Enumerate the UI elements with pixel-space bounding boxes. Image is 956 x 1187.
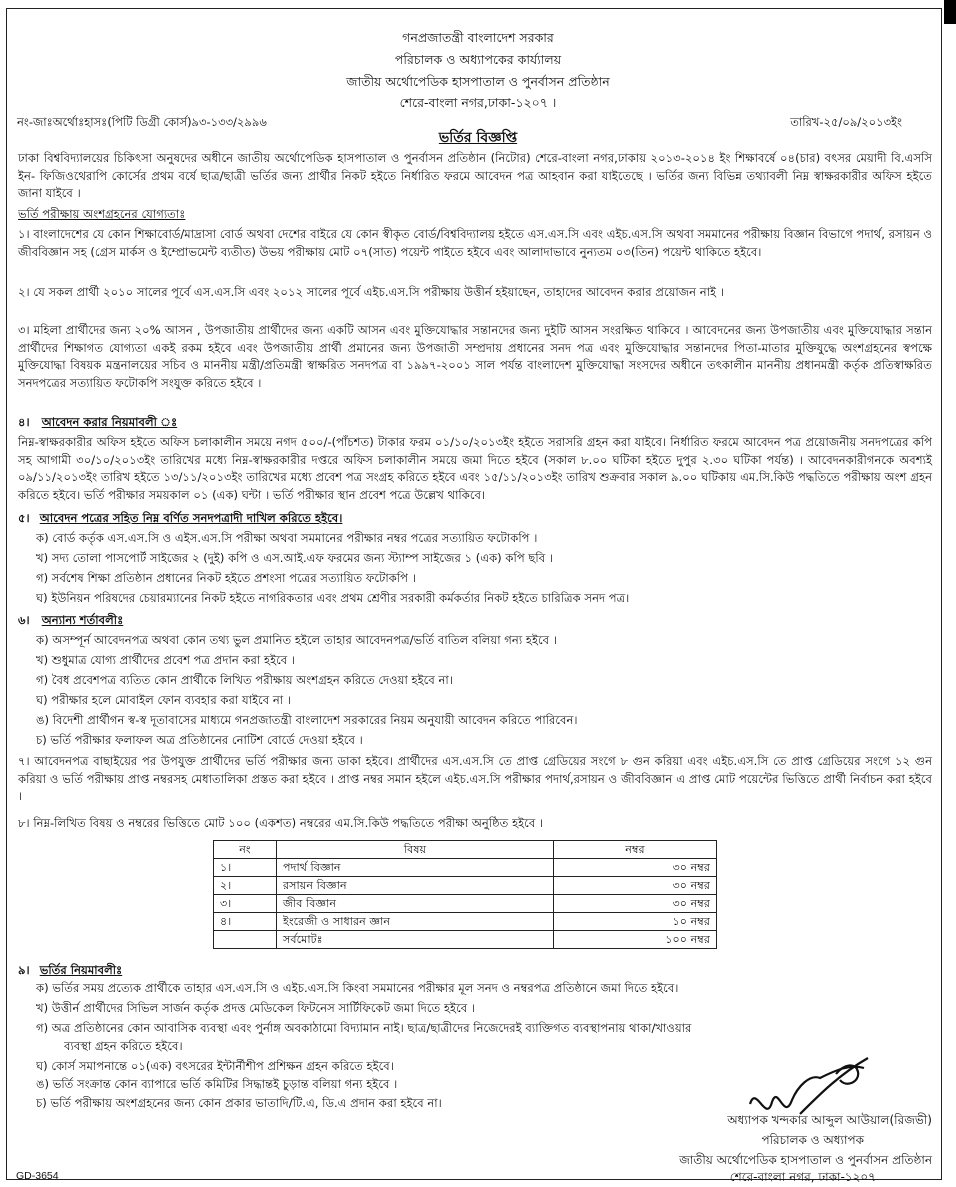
total-empty-cell xyxy=(214,931,277,949)
row-marks: ৩০ নম্বর xyxy=(554,895,717,913)
table-row xyxy=(214,877,717,895)
row-subject: পদার্থ বিজ্ঞান xyxy=(277,859,554,877)
signatory-address: শেরে-বাংলা নগর, ঢাকা-১২০৭ xyxy=(729,1170,876,1184)
section-9-number: ৯। xyxy=(18,963,30,977)
header-cell-number: নং xyxy=(214,841,277,859)
memo-number: নং-জাঃঅর্থোঃহাসঃ(পিটি ডিগ্রী কোর্স)৯৩-১৩৩/২৯৯৬ xyxy=(17,115,267,129)
section-6-number: ৬। xyxy=(18,613,30,627)
section-9-title: ভর্তির নিয়মাবলীঃ xyxy=(39,963,123,977)
row-number: ৩। xyxy=(214,895,277,913)
section-6-item: চ) ভর্তি পরীক্ষার ফলাফল অত্র প্রতিষ্ঠানের নোটিশ বোর্ডে দেওয়া হইবে । xyxy=(36,733,363,747)
section-9-item-continuation: ব্যবস্থা গ্রহন করিতে হইবে। xyxy=(64,1039,183,1053)
section-6-item: ক) অসম্পূর্ন আবেদনপত্র অথবা কোন তথ্য ভুল প্রমানিত হইলে তাহার আবেদনপত্র/ভর্তি বাতিল বলিয়া গন্য হইবে । xyxy=(36,633,557,647)
section-5-heading xyxy=(18,510,932,528)
section-4-title: আবেদন করার নিয়মাবলী ঃ xyxy=(41,415,178,429)
section-9-heading xyxy=(18,962,932,980)
row-marks: ৩০ নম্বর xyxy=(554,877,717,895)
table-row xyxy=(214,895,717,913)
signatory-designation: পরিচালক ও অধ্যাপক xyxy=(761,1133,864,1147)
section-9-item: ঘ) কোর্স সমাপনান্তে ০১(এক) বৎসরের ইন্টার্নীশীপ প্রশিক্ষন গ্রহন করিতে হইবে। xyxy=(36,1059,394,1073)
eligibility-heading xyxy=(18,206,932,224)
table-row xyxy=(214,859,717,877)
section-4-body: নিম্ন-স্বাক্ষরকারীর অফিস হইতে অফিস চলাকালীন সময়ে নগদ ৫০০/-(পাঁচশত) টাকার ফরম ০১/১০/২০১৩ইং হইতে সরাসরি গ্রহন করা যাইবে। নির্ধারিত ফরমে আবেদন পত্র প্রয়োজনীয় সনদপত্রের কপি সহ আগামী ৩০/১০/২০১৩ইং তারিখের মধ্যে নিম্ন-স্বাক্ষরকারীর দপ্তরে অফিস চলাকালীন সময়ে জমা দিতে হইবে (সকাল ৮.০০ ঘটিকা হইতে দুপুর ২.৩০ ঘটিকা পর্যন্ত) । আবেদনকারীগনকে অবশ্যই ০৯/১১/২০১৩ইং তারিখ হইতে ১৩/১১/২০১৩ইং তারিখের মধ্যে প্রবেশ পত্র সংগ্রহ করিতে হইবে এবং ১৫/১১/২০১৩ইং তারিখ শুক্রবার সকাল ৯.০০ ঘটিকায় এম.সি.কিউ পদ্ধতিতে পরীক্ষায় অংশ গ্রহন করিতে হইবে। ভর্তি পরীক্ষার সময়কাল ০১ (এক) ঘন্টা । ভর্তি পরীক্ষার স্থান প্রবেশ পত্রে উল্লেখ থাকিবে। xyxy=(18,435,932,502)
section-5-item: খ) সদ্য তোলা পাসপোর্ট সাইজের ২ (দুই) কপি ও এস.আই.এফ ফরমের জন্য স্ট্যাম্প সাইজের ১ (এক) কপি ছবি । xyxy=(36,551,553,565)
eligibility-2: ২। যে সকল প্রার্থী ২০১০ সালের পূর্বে এস.এস.সি এবং ২০১২ সালের পূর্বে এইচ.এস.সি পরীক্ষায় উত্তীর্ন হইয়াছেন, তাহাদের আবেদন করার প্রয়োজন নাই । xyxy=(18,285,724,299)
section-4-number: ৪। xyxy=(18,415,30,429)
marks-table xyxy=(213,840,717,949)
address-heading: শেরে-বাংলা নগর,ঢাকা-১২০৭ । xyxy=(399,95,557,110)
section-9-item: চ) ভর্তি পরীক্ষায় অংশগ্রহনের জন্য কোন প্রকার ভাতাদি/টি.এ, ডি.এ প্রদান করা হইবে না। xyxy=(36,1096,442,1110)
section-4-heading xyxy=(18,414,932,432)
row-number: ২। xyxy=(214,877,277,895)
section-6-item: ঘ) পরীক্ষার হলে মোবাইল ফোন ব্যবহার করা যাইবে না । xyxy=(36,693,291,707)
section-5-item: ঘ) ইউনিয়ন পরিষদের চেয়ারম্যানের নিকট হইতে নাগরিকতার এবং প্রথম শ্রেণীর সরকারী কর্মকর্তার নিকট হইতে চারিত্রিক সনদ পত্র। xyxy=(36,591,630,605)
notice-title: ভর্তির বিজ্ঞপ্তি xyxy=(438,130,518,146)
eligibility-heading-text: ভর্তি পরীক্ষায় অংশগ্রহনের যোগ্যতাঃ xyxy=(18,207,186,221)
title-wrap xyxy=(0,129,956,147)
memo-date: তারিখ-২৫/০৯/২০১৩ইং xyxy=(790,115,902,129)
office-heading: পরিচালক ও অধ্যাপকের কার্য্যালয় xyxy=(394,52,562,67)
section-5-title: আবেদন পত্রের সহিত নিম্ন বর্ণিত সনদপত্রাদী দাখিল করিতে হইবে। xyxy=(39,511,343,525)
section-6-item: গ) বৈধ প্রবেশপত্র ব্যতিত কোন প্রার্থীকে লিখিত পরীক্ষায় অংশগ্রহন করিতে দেওয়া হইবে না। xyxy=(36,673,453,687)
eligibility-3: ৩। মহিলা প্রার্থীদের জন্য ২০% আসন , উপজাতীয় প্রার্থীদের জন্য একটি আসন এবং মুক্তিযোদ্ধার সন্তানদের জন্য দুইটি আসন সংরক্ষিত থাকিবে । আবেদনের জন্য উপজাতীয় এবং মুক্তিযোদ্ধার সন্তান প্রার্থীদের শিক্ষাগত যোগ্যতা একই রকম হইবে এবং উপজাতীয় প্রার্থী প্রমানের জন্য উপজাতী সম্প্রদায় প্রধানের সনদ পত্র এবং মুক্তিযোদ্ধার সন্তানদের পিতা-মাতার মুক্তিযুদ্ধে অংশগ্রহনের স্বপক্ষে মুক্তিযোদ্ধা বিষয়ক মন্ত্রনালয়ের সচিব ও মাননীয় মন্ত্রী/প্রতিমন্ত্রী স্বাক্ষরিত সনদপত্র বা ১৯৯৭-২০০১ সাল পর্যন্ত বাংলাদেশ মুক্তিযোদ্ধা সংসদের অধীনে তৎকালীন মাননীয় প্রধানমন্ত্রী কর্তৃক প্রতিস্বাক্ষরিত সনদপত্রের সত্যায়িত ফটোকপি সংযুক্ত করিতে হইবে । xyxy=(18,323,932,390)
section-6-item: খ) শুধুমাত্র যোগ্য প্রার্থীদের প্রবেশ পত্র প্রদান করা হইবে । xyxy=(36,653,296,667)
row-subject: রসায়ন বিজ্ঞান xyxy=(277,877,554,895)
table-total-row xyxy=(214,931,717,949)
row-number: ১। xyxy=(214,859,277,877)
table-header-row xyxy=(214,841,717,859)
section-9-item: খ) উত্তীর্ন প্রার্থীদের সিভিল সার্জন কর্তৃক প্রদত্ত মেডিকেল ফিটনেস সার্টিফিকেট জমা দিতে হইবে । xyxy=(36,1001,476,1015)
section-5-item: ক) বোর্ড কর্তৃক এস.এস.সি ও এইস.এস.সি পরীক্ষা অথবা সমমানের পরীক্ষার নম্বর পত্রের সত্যায়িত ফটোকপি । xyxy=(36,531,538,545)
section-5-item: গ) সর্বশেষ শিক্ষা প্রতিষ্ঠান প্রধানের নিকট হইতে প্রশংসা পত্রের সত্যায়িত ফটোকপি । xyxy=(36,571,416,585)
scan-edge xyxy=(944,0,956,24)
section-7-body: ৭। আবেদনপত্র বাছাইয়ের পর উপযুক্ত প্রার্থীদের ভর্তি পরীক্ষার জন্য ডাকা হইবে। প্রার্থীদের এস.এস.সি তে প্রাপ্ত গ্রেডিয়ের সংগে ৮ গুন করিয়া এবং এইচ.এস.সি তে প্রাপ্ত গ্রেডিয়ের সংগে ১২ গুন করিয়া ও ভর্তি পরীক্ষায় প্রাপ্ত নম্বরসহ মেধাতালিকা প্রস্তত করা হইবে । প্রাপ্ত নম্বর সমান হইলে এইচ.এস.সি পরীক্ষার পদার্থ,রসায়ন ও জীববিজ্ঞান এ প্রাপ্ত মোট পয়েন্টের ভিত্তিতে প্রার্থী নির্বাচন করা হইবে । xyxy=(18,754,932,804)
section-6-heading xyxy=(18,612,932,630)
total-label: সর্বমোটঃ xyxy=(277,931,554,949)
section-6-item: ঙ) বিদেশী প্রার্থীগন স্ব-স্ব দূতাবাসের মাধ্যমে গনপ্রজাতন্ত্রী বাংলাদেশ সরকারের নিয়ম অনুযায়ী আবেদন করিতে পারিবেন। xyxy=(36,713,578,727)
total-value: ১০০ নম্বর xyxy=(554,931,717,949)
row-marks: ১০ নম্বর xyxy=(554,913,717,931)
signatory-name: অধ্যাপক খন্দকার আব্দুল আউয়াল(রিজভী) xyxy=(727,1113,932,1127)
signatory-organization: জাতীয় অর্থোপেডিক হাসপাতাল ও পুনর্বাসন প্রতিষ্ঠান xyxy=(679,1153,932,1167)
header-cell-marks: নম্বর xyxy=(554,841,717,859)
row-marks: ৩০ নম্বর xyxy=(554,859,717,877)
section-8-body: ৮। নিম্ন-লিখিত বিষয় ও নম্বরের ভিত্তিতে মোট ১০০ (একশত) নম্বরের এম.সি.কিউ পদ্ধতিতে পরীক্ষা অনুষ্ঠিত হইবে । xyxy=(18,816,544,830)
section-9-item: গ) অত্র প্রতিষ্ঠানের কোন আবাসিক ব্যবস্থা এবং পুর্নাঙ্গ অবকাঠামো বিদ্যামান নাই। ছাত্র/ছাত্রীদের নিজেদেরই ব্যাক্তিগত ব্যবস্থাপনায় থাকা/খাওয়ার xyxy=(36,1021,692,1035)
eligibility-1: ১। বাংলাদেশের যে কোন শিক্ষাবোর্ড/মাদ্রাসা বোর্ড অথবা দেশের বাইরে যে কোন স্বীকৃত বোর্ড/বিশ্ববিদ্যালয় হইতে এস.এস.সি এবং এইচ.এস.সি অথবা সমমানের পরীক্ষায় বিজ্ঞান বিভাগে পদার্থ, রসায়ন ও জীববিজ্ঞান সহ (গ্রেস মার্কস ও ইম্প্রোভমেন্ট ব্যতীত) উভয় পরীক্ষায় মোট ০৭(সাত) পয়েন্ট পাইতে হইবে এবং আলাদাভাবে নুন্যতম ০৩(তিন) পয়েন্ট থাকিতে হইবে। xyxy=(18,227,932,259)
section-9-item: ঙ) ভর্তি সংক্রান্ত কোন ব্যাপারে ভর্তি কমিটির সিদ্ধান্তই চুড়ান্ত বলিয়া গন্য হইবে । xyxy=(36,1077,398,1091)
institute-heading: জাতীয় অর্থোপেডিক হাসপাতাল ও পুনর্বাসন প্রতিষ্ঠান xyxy=(346,74,610,89)
header-cell-subject: বিষয় xyxy=(277,841,554,859)
section-6-title: অন্যান্য শর্তাবলীঃ xyxy=(41,613,124,627)
table-row xyxy=(214,913,717,931)
row-subject: ইংরেজী ও সাধারন জ্ঞান xyxy=(277,913,554,931)
intro-paragraph: ঢাকা বিশ্ববিদ্যালয়ের চিকিৎসা অনুষদের অধীনে জাতীয় অর্থোপেডিক হাসপাতাল ও পুনর্বাসন প্রতিষ্ঠান (নিটোর) শেরে-বাংলা নগর,ঢাকায় ২০১৩-২০১৪ ইং শিক্ষাবর্ষে ০৪(চার) বৎসর মেয়াদী বি.এসসি ইন- ফিজিওথেরাপি কোর্সের প্রথম বর্ষে ছাত্র/ছাত্রী ভর্তির জন্য প্রার্থীর নিকট হইতে নির্ধারিত ফরমে আবেদন পত্র আহবান করা যাইতেছে । ভর্তির জন্য বিভিন্ন তথ্যাবলী নিম্ন স্বাক্ষরকারীর অফিস হইতে জানা যাইবে । xyxy=(18,151,932,201)
row-subject: জীব বিজ্ঞান xyxy=(277,895,554,913)
section-5-number: ৫। xyxy=(18,511,30,525)
govt-heading: গনপ্রজাতন্ত্রী বাংলাদেশ সরকার xyxy=(402,30,554,45)
row-number: ৪। xyxy=(214,913,277,931)
section-9-item: ক) ভর্তির সময় প্রত্যেক প্রার্থীকে তাহার এস.এস.সি ও এইচ.এস.সি কিংবা সমমানের পরীক্ষার মূল সনদ ও নম্বরপত্র প্রতিষ্ঠানে জমা দিতে হইবে। xyxy=(36,981,679,995)
footer-code: GD-3654 xyxy=(16,1170,59,1182)
